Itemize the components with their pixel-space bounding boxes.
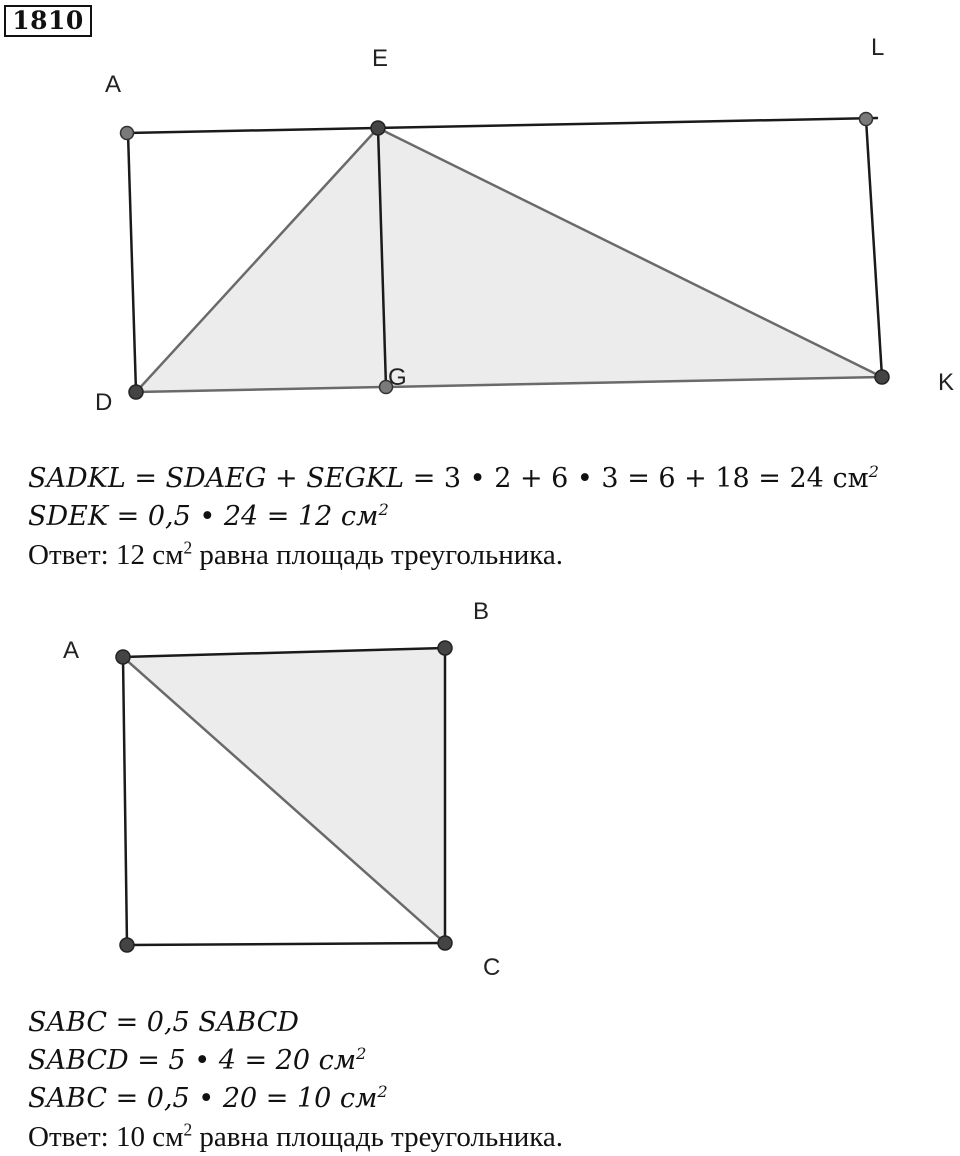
point-d2 xyxy=(120,938,134,952)
solution2-line3 xyxy=(28,1082,388,1116)
label-b2: B xyxy=(473,598,490,625)
answer2-exp: 2 xyxy=(183,1119,193,1140)
solution1-line1-lhs: SADKL = SDAEG + SEGKL xyxy=(28,463,405,494)
label-c2: C xyxy=(483,954,501,981)
label-l: L xyxy=(871,34,885,61)
figure-rectangle-adkl xyxy=(0,0,960,430)
solution2-line1 xyxy=(28,1006,299,1040)
figure-square-abcd xyxy=(0,590,960,990)
side-ad xyxy=(128,133,136,392)
side-cd xyxy=(127,943,445,945)
shaded-triangle-dek xyxy=(136,128,882,392)
solution2-line2-exp: 2 xyxy=(356,1044,367,1063)
point-a xyxy=(121,127,134,140)
label-a2: A xyxy=(63,637,80,664)
label-d: D xyxy=(95,389,113,416)
problem-number: 1810 xyxy=(4,5,92,37)
point-l xyxy=(860,113,873,126)
solution1-line1 xyxy=(28,462,879,496)
label-e: E xyxy=(372,45,389,72)
label-a: A xyxy=(105,71,122,98)
answer1-prefix: Ответ: 12 см xyxy=(28,539,184,571)
side-lk xyxy=(866,119,882,377)
solution2-answer xyxy=(28,1120,563,1154)
point-b2 xyxy=(438,641,452,655)
solution1-line2 xyxy=(28,500,389,534)
solution2-line3-text: SABC = 0,5 • 20 = 10 см xyxy=(28,1083,378,1114)
solution1-line1-rhs: = 3 • 2 + 6 • 3 = 6 + 18 = 24 см xyxy=(412,463,869,494)
solution2-line3-exp: 2 xyxy=(377,1082,388,1101)
label-k: K xyxy=(938,369,955,396)
solution1-answer xyxy=(28,538,563,572)
side-al xyxy=(126,118,878,133)
point-k xyxy=(875,370,889,384)
point-d xyxy=(129,385,143,399)
point-e xyxy=(371,121,385,135)
label-g: G xyxy=(388,364,407,391)
side-da xyxy=(123,657,127,945)
answer1-exp: 2 xyxy=(183,537,193,558)
solution2-line1-text: SABC = 0,5 SABCD xyxy=(28,1007,299,1038)
solution2-line2 xyxy=(28,1044,366,1078)
solution1-line1-exp: 2 xyxy=(868,462,879,481)
point-a2 xyxy=(116,650,130,664)
answer2-suffix: равна площадь треугольника. xyxy=(192,1121,564,1153)
answer1-suffix: равна площадь треугольника. xyxy=(192,539,564,571)
solution1-line2-exp: 2 xyxy=(378,500,389,519)
point-c2 xyxy=(438,936,452,950)
answer2-prefix: Ответ: 10 см xyxy=(28,1121,184,1153)
solution2-line2-text: SABCD = 5 • 4 = 20 см xyxy=(28,1045,357,1076)
solution1-line2-text: SDEK = 0,5 • 24 = 12 см xyxy=(28,501,379,532)
